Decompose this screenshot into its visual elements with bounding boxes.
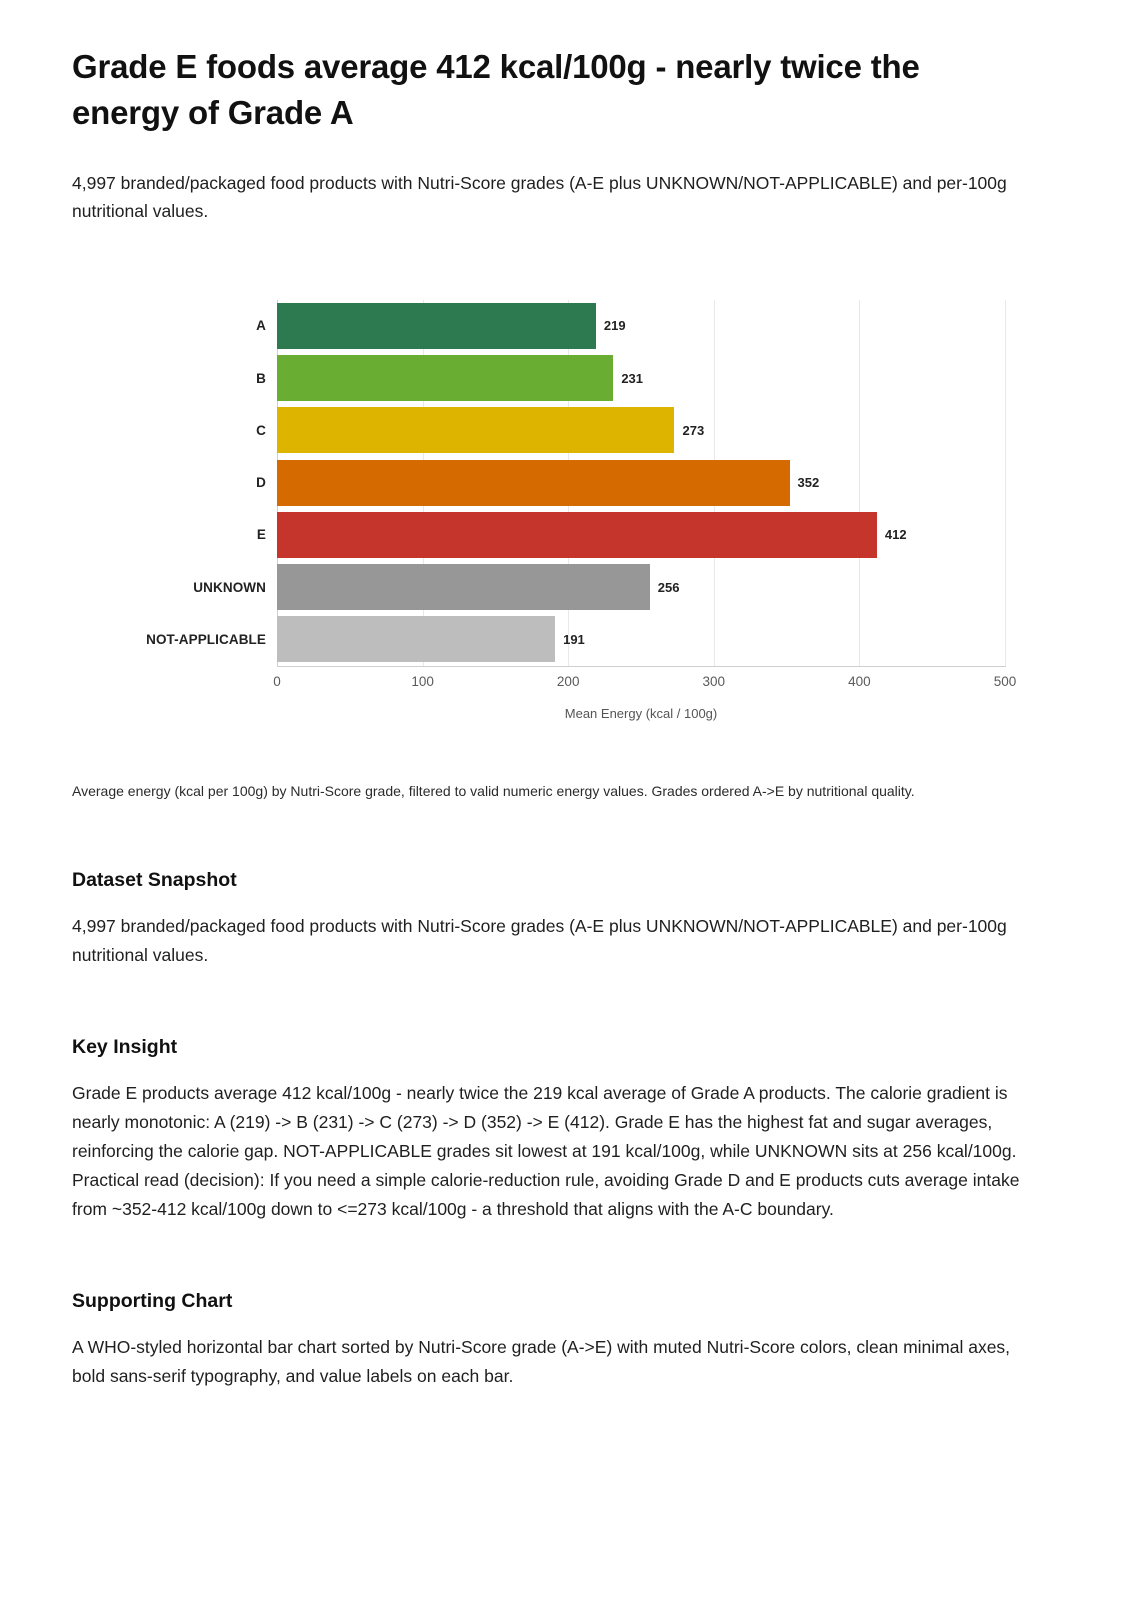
page-title: Grade E foods average 412 kcal/100g - nearly twice the energy of Grade A xyxy=(72,48,920,131)
bar-unknown[interactable] xyxy=(277,564,650,610)
chart-row xyxy=(72,457,1059,509)
section-title: Supporting Chart xyxy=(72,1290,233,1313)
category-label-d: D xyxy=(256,475,266,491)
x-axis-title: Mean Energy (kcal / 100g) xyxy=(564,705,718,721)
category-label-a: A xyxy=(256,318,266,334)
x-tick-label: 500 xyxy=(993,673,1017,689)
x-axis-baseline xyxy=(277,666,1006,667)
section-supporting-chart xyxy=(72,1290,1059,1391)
bar-value-label: 256 xyxy=(657,579,680,595)
section-body: Grade E products average 412 kcal/100g - nearly twice the 219 kcal average of Grade A products. The calorie gradient is nearly monotonic: A (219) -> B (231) -> C (273) -> D (352) -> E (412). Grade E has the highest fat and sugar averages, reinforcing the calorie gap. NOT-APPLICABLE grades sit lowest at 191 kcal/100g, while UNKNOWN sits at 256 kcal/100g. Practical read (decision): If you need a simple calorie-reduction rule, avoiding Grade D and E products cuts average intake from ~352-412 kcal/100g down to <=273 kcal/100g - a threshold that aligns with the A-C boundary. xyxy=(72,1082,1020,1220)
bar-group[interactable] xyxy=(277,512,907,558)
category-label-c: C xyxy=(256,422,266,438)
bar-value-label: 352 xyxy=(797,475,820,491)
x-tick-label: 300 xyxy=(702,673,726,689)
x-tick-label: 400 xyxy=(848,673,871,689)
bar-not-applicable[interactable] xyxy=(277,616,555,662)
chart-row xyxy=(72,352,1059,404)
chart-block xyxy=(72,288,1059,803)
section-title: Key Insight xyxy=(72,1035,178,1058)
category-label-not-applicable: NOT-APPLICABLE xyxy=(146,631,266,647)
category-label-e: E xyxy=(256,527,266,543)
bar-group[interactable] xyxy=(277,355,643,401)
x-tick-label: 200 xyxy=(556,673,580,689)
bar-group[interactable] xyxy=(277,303,626,349)
bar-group[interactable] xyxy=(277,460,819,506)
bar-e[interactable] xyxy=(277,512,877,558)
bar-chart xyxy=(72,288,1059,738)
section-title: Dataset Snapshot xyxy=(72,868,237,891)
figure-caption: Average energy (kcal per 100g) by Nutri-Score grade, filtered to valid numeric energy values. Grades ordered A->E by nutritional quality. xyxy=(72,782,915,799)
section-body: 4,997 branded/packaged food products with Nutri-Score grades (A-E plus UNKNOWN/NOT-APPLICABLE) and per-100g nutritional values. xyxy=(72,915,1007,965)
section-body: A WHO-styled horizontal bar chart sorted by Nutri-Score grade (A->E) with muted Nutri-Score colors, clean minimal axes, bold sans-serif typography, and value labels on each bar. xyxy=(72,1337,1011,1387)
page-subtitle: 4,997 branded/packaged food products with Nutri-Score grades (A-E plus UNKNOWN/NOT-APPLICABLE) and per-100g nutritional values. xyxy=(72,173,1007,222)
section-dataset-snapshot xyxy=(72,869,1059,970)
bar-c[interactable] xyxy=(277,407,674,453)
category-label-unknown: UNKNOWN xyxy=(193,579,266,595)
bar-b[interactable] xyxy=(277,355,613,401)
bar-value-label: 191 xyxy=(563,631,585,647)
x-tick-label: 100 xyxy=(411,673,434,689)
chart-row xyxy=(72,404,1059,456)
bar-group[interactable] xyxy=(277,564,679,610)
chart-bar-rows xyxy=(72,300,1059,666)
bar-d[interactable] xyxy=(277,460,790,506)
chart-row xyxy=(72,509,1059,561)
bar-value-label: 231 xyxy=(621,370,644,386)
bar-value-label: 273 xyxy=(682,422,705,438)
bar-group[interactable] xyxy=(277,407,704,453)
category-label-b: B xyxy=(256,370,266,386)
chart-row xyxy=(72,561,1059,613)
bar-value-label: 412 xyxy=(884,527,907,543)
bar-group[interactable] xyxy=(277,616,585,662)
chart-row xyxy=(72,300,1059,352)
x-tick-label: 0 xyxy=(273,673,281,689)
chart-row xyxy=(72,613,1059,665)
x-axis-ticks xyxy=(273,673,1017,696)
section-key-insight xyxy=(72,1036,1059,1224)
bar-a[interactable] xyxy=(277,303,596,349)
bar-value-label: 219 xyxy=(603,318,626,334)
